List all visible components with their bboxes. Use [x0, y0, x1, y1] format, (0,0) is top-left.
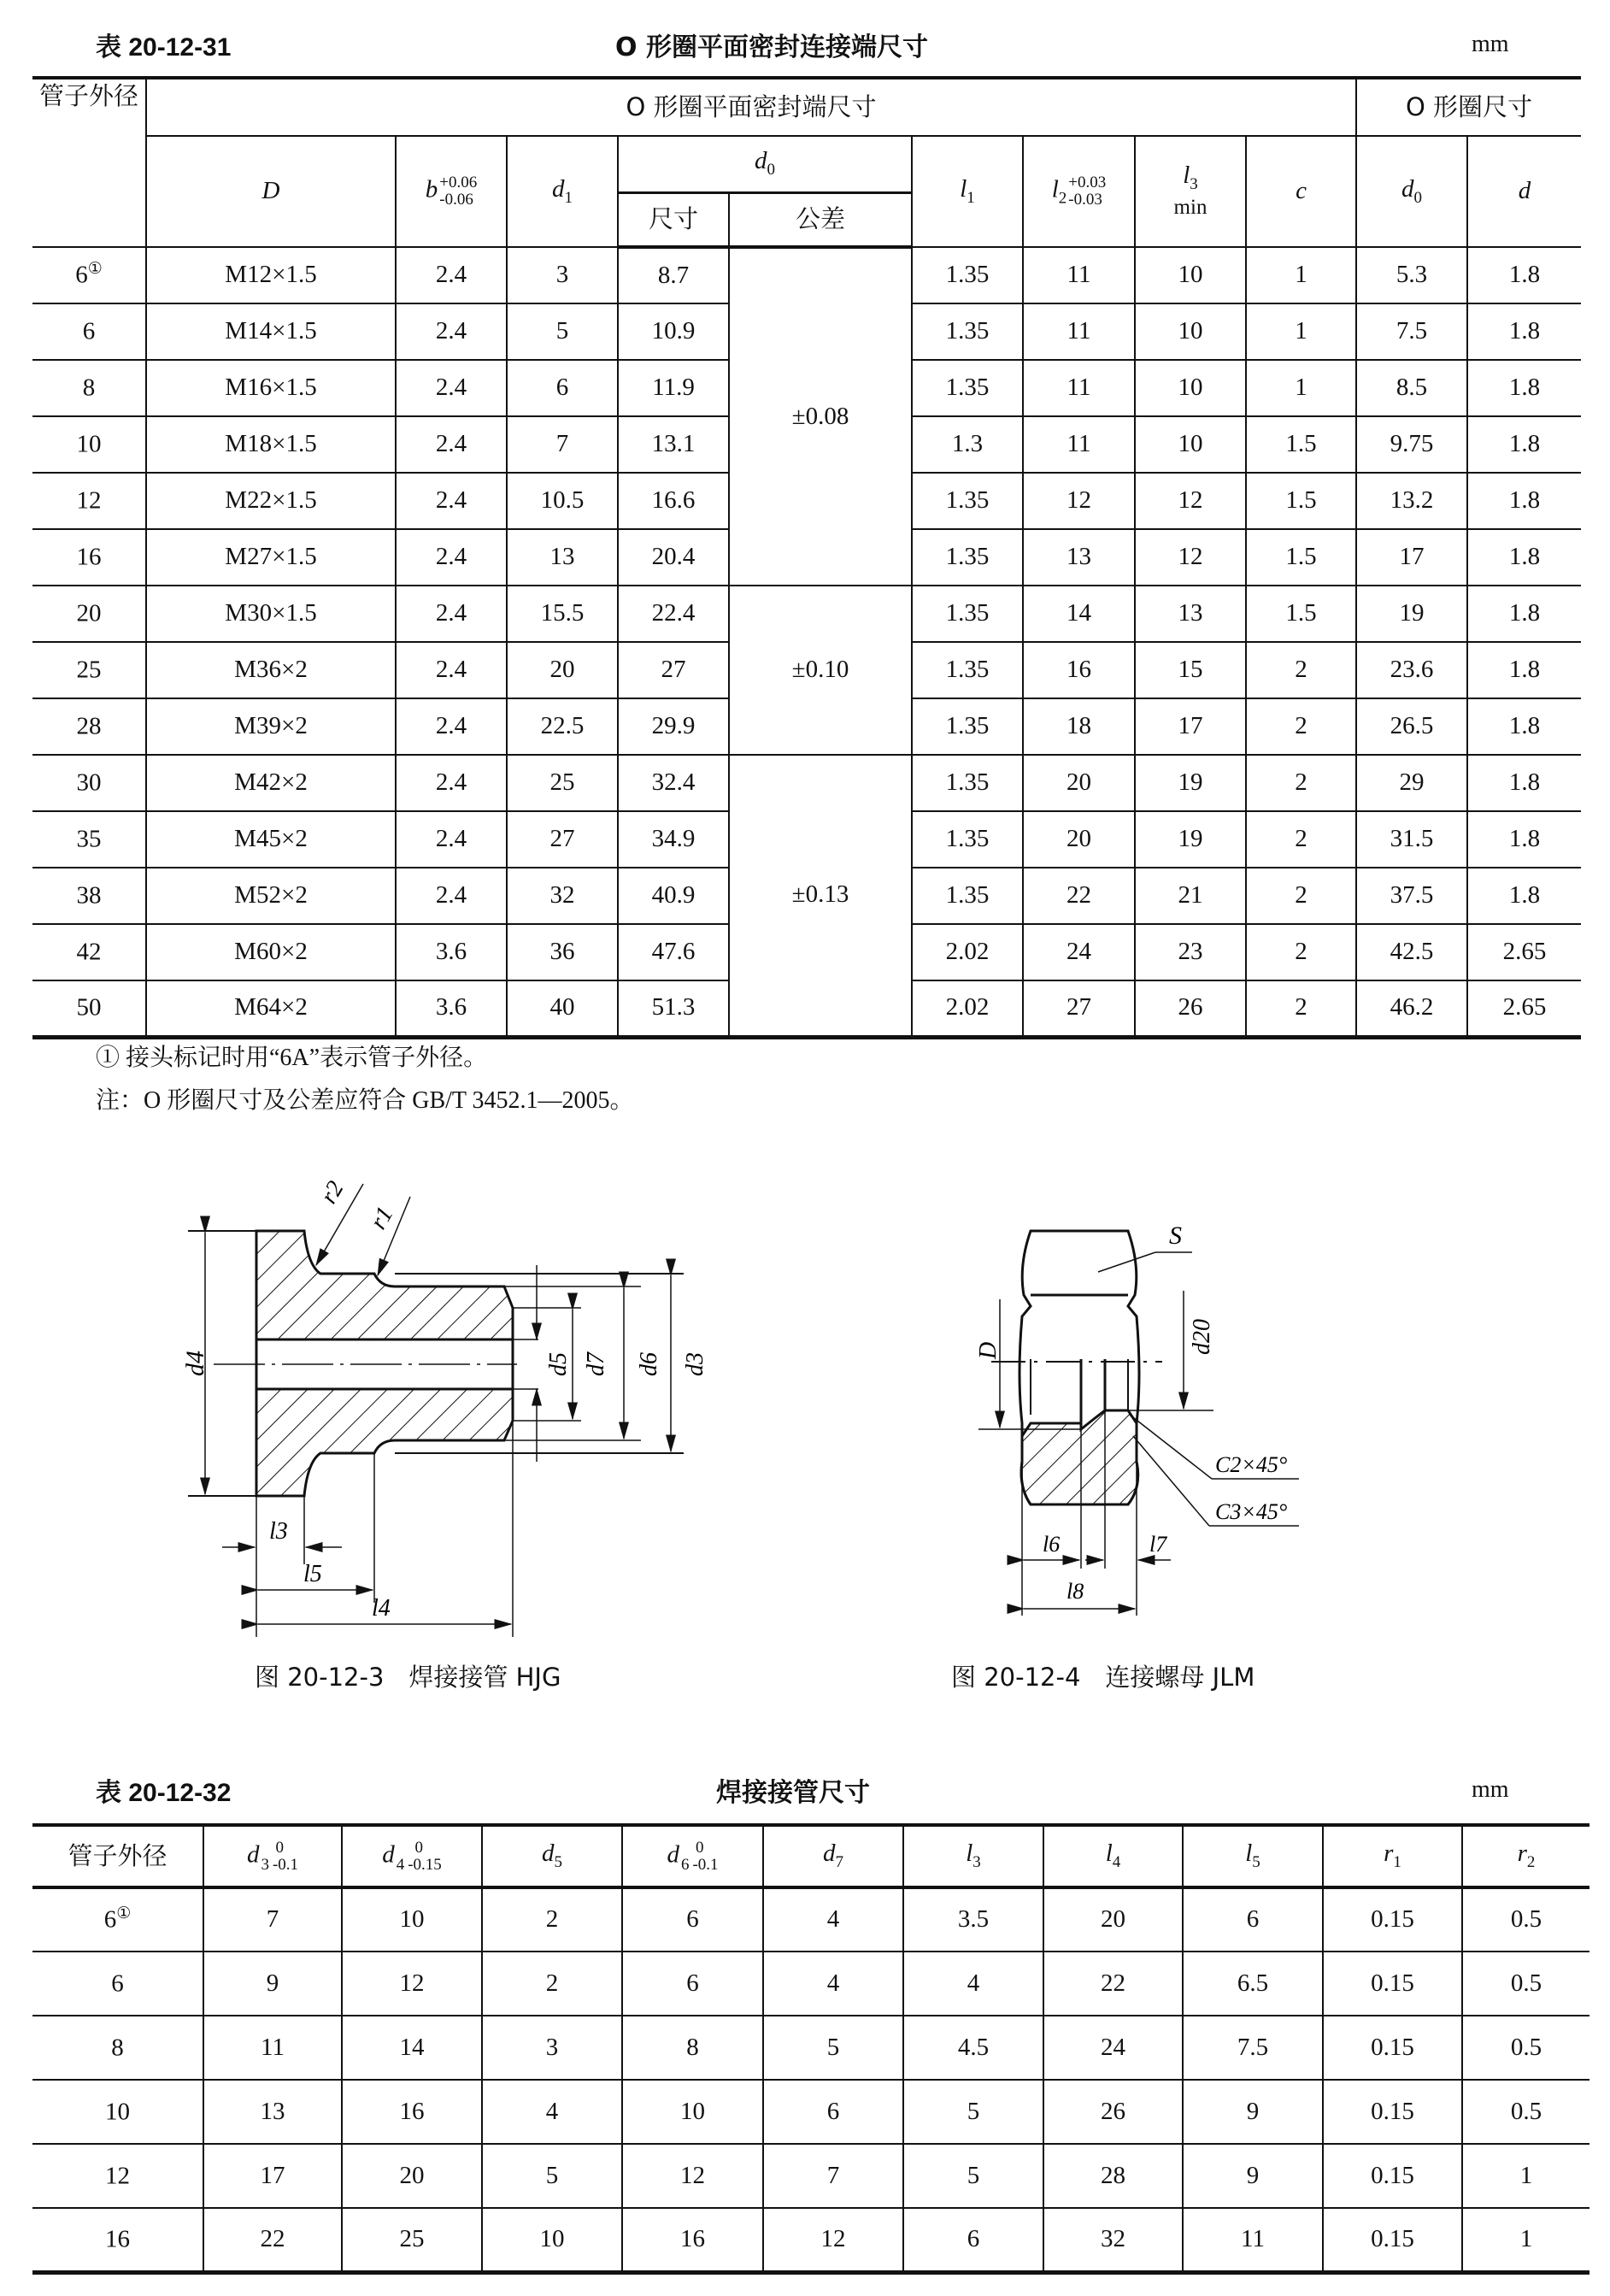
cell-d3: 17: [203, 2144, 342, 2208]
cell-l2: 20: [1023, 811, 1135, 868]
table1-note: 注：O 形圈尺寸及公差应符合 GB/T 3452.1—2005。: [96, 1087, 634, 1114]
cell-c: 1.5: [1246, 529, 1356, 586]
cell-c: 1.5: [1246, 586, 1356, 642]
label-D: D: [975, 1341, 1002, 1359]
cell-l3: 5: [903, 2144, 1043, 2208]
cell-l1: 1.35: [912, 360, 1023, 416]
cell-oring_d0: 13.2: [1356, 473, 1467, 529]
cell-d0: 32.4: [618, 755, 729, 811]
cell-d3: 9: [203, 1952, 342, 2016]
cell-oring_d0: 5.3: [1356, 247, 1467, 303]
cell-b: 2.4: [396, 642, 507, 698]
cell-D: M42×2: [146, 755, 396, 811]
cell-d1: 10.5: [507, 473, 618, 529]
header-d6: d 0 6 -0.1: [622, 1825, 763, 1887]
jlm-hatched-section: [1021, 1410, 1138, 1504]
cell-r1: 0.15: [1323, 1887, 1462, 1952]
cell-d0: 20.4: [618, 529, 729, 586]
cell-d1: 27: [507, 811, 618, 868]
table1-title: O 形圈平面密封连接端尺寸: [615, 32, 928, 62]
cell-pipe-od: 42: [32, 924, 146, 980]
header-d0: $d_0$: [618, 136, 912, 192]
cell-r1: 0.15: [1323, 2144, 1462, 2208]
table2-row: [32, 2208, 1589, 2272]
cell-pipe-od: 6: [32, 1952, 203, 2016]
cell-d4: 10: [342, 1887, 482, 1952]
table2-header-row: [32, 1825, 1589, 1887]
cell-d3: 22: [203, 2208, 342, 2272]
cell-d4: 20: [342, 2144, 482, 2208]
cell-d7: 5: [763, 2016, 903, 2080]
cell-pipe-od: 10: [32, 416, 146, 473]
cell-l4: 22: [1043, 1952, 1183, 2016]
cell-oring_d: 1.8: [1467, 360, 1581, 416]
cell-l4: 32: [1043, 2208, 1183, 2272]
cell-D: M16×1.5: [146, 360, 396, 416]
cell-l1: 2.02: [912, 924, 1023, 980]
cell-pipe-od: 12: [32, 473, 146, 529]
header-l5: $l_5$: [1183, 1825, 1323, 1887]
cell-c: 2: [1246, 868, 1356, 924]
cell-d0: 40.9: [618, 868, 729, 924]
cell-l3: 12: [1135, 473, 1246, 529]
header-oring-d: d: [1467, 136, 1581, 247]
cell-oring_d: 1.8: [1467, 642, 1581, 698]
cell-l3: 13: [1135, 586, 1246, 642]
cell-d5: 10: [482, 2208, 622, 2272]
cell-d1: 5: [507, 303, 618, 360]
cell-oring_d0: 42.5: [1356, 924, 1467, 980]
cell-d3: 13: [203, 2080, 342, 2144]
header-group-oring: O 形圈尺寸: [1356, 78, 1581, 136]
cell-d5: 5: [482, 2144, 622, 2208]
header-group-end: O 形圈平面密封端尺寸: [146, 78, 1356, 136]
cell-d0-tolerance: ±0.13: [729, 755, 912, 1037]
header-d3: d 0 3 -0.1: [203, 1825, 342, 1887]
cell-pipe-od: 6①: [32, 247, 146, 303]
cell-l1: 1.35: [912, 529, 1023, 586]
cell-d6: 8: [622, 2016, 763, 2080]
cell-pipe-od: 8: [32, 2016, 203, 2080]
cell-d4: 12: [342, 1952, 482, 2016]
cell-c: 2: [1246, 698, 1356, 755]
label-C2: C2×45°: [1215, 1452, 1288, 1477]
label-l7: l7: [1149, 1532, 1167, 1557]
cell-l3: 10: [1135, 303, 1246, 360]
cell-oring_d0: 31.5: [1356, 811, 1467, 868]
cell-D: M39×2: [146, 698, 396, 755]
header-oring-d0: $d_0$: [1356, 136, 1467, 247]
cell-d6: 16: [622, 2208, 763, 2272]
cell-oring_d: 1.8: [1467, 416, 1581, 473]
cell-c: 2: [1246, 811, 1356, 868]
cell-d1: 15.5: [507, 586, 618, 642]
cell-d0: 11.9: [618, 360, 729, 416]
table2-title: 焊接接管尺寸: [716, 1778, 870, 1808]
cell-l2: 11: [1023, 416, 1135, 473]
cell-l2: 14: [1023, 586, 1135, 642]
cell-l2: 20: [1023, 755, 1135, 811]
cell-b: 2.4: [396, 529, 507, 586]
cell-l1: 1.35: [912, 473, 1023, 529]
label-l8: l8: [1066, 1579, 1084, 1604]
cell-pipe-od: 20: [32, 586, 146, 642]
cell-oring_d0: 37.5: [1356, 868, 1467, 924]
header-l2: $l_2+0.03$ -0.03: [1023, 136, 1135, 247]
table2-unit: mm: [1472, 1776, 1509, 1803]
cell-D: M27×1.5: [146, 529, 396, 586]
cell-l1: 1.35: [912, 642, 1023, 698]
header-d0-tol: 公差: [729, 192, 912, 247]
cell-oring_d: 1.8: [1467, 529, 1581, 586]
table2-row: [32, 1887, 1589, 1952]
label-d20: d20: [1189, 1319, 1215, 1355]
cell-oring_d0: 9.75: [1356, 416, 1467, 473]
header-b: b +0.06 -0.06: [396, 136, 507, 247]
cell-d1: 3: [507, 247, 618, 303]
label-l3: l3: [269, 1518, 288, 1545]
cell-c: 2: [1246, 755, 1356, 811]
cell-pipe-od: 25: [32, 642, 146, 698]
cell-d1: 6: [507, 360, 618, 416]
cell-b: 2.4: [396, 247, 507, 303]
cell-d7: 6: [763, 2080, 903, 2144]
cell-oring_d0: 7.5: [1356, 303, 1467, 360]
cell-l2: 11: [1023, 303, 1135, 360]
table1-row: [32, 247, 1581, 303]
label-d6: d6: [636, 1352, 662, 1376]
cell-d1: 36: [507, 924, 618, 980]
cell-d3: 7: [203, 1887, 342, 1952]
cell-d5: 4: [482, 2080, 622, 2144]
cell-d6: 10: [622, 2080, 763, 2144]
cell-c: 2: [1246, 980, 1356, 1037]
cell-oring_d0: 19: [1356, 586, 1467, 642]
cell-d0: 10.9: [618, 303, 729, 360]
table2-number: 表 20-12-32: [96, 1779, 232, 1807]
cell-oring_d: 2.65: [1467, 924, 1581, 980]
cell-b: 2.4: [396, 811, 507, 868]
header-pipe_od: 管子外径: [32, 1825, 203, 1887]
cell-d0: 29.9: [618, 698, 729, 755]
cell-l2: 18: [1023, 698, 1135, 755]
cell-pipe-od: 12: [32, 2144, 203, 2208]
cell-b: 2.4: [396, 473, 507, 529]
table2-row: [32, 2144, 1589, 2208]
cell-d3: 11: [203, 2016, 342, 2080]
cell-b: 2.4: [396, 868, 507, 924]
cell-l4: 24: [1043, 2016, 1183, 2080]
cell-l2: 12: [1023, 473, 1135, 529]
cell-l1: 1.35: [912, 811, 1023, 868]
cell-D: M64×2: [146, 980, 396, 1037]
cell-l4: 20: [1043, 1887, 1183, 1952]
cell-l3: 6: [903, 2208, 1043, 2272]
label-S: S: [1169, 1222, 1182, 1250]
cell-l1: 1.35: [912, 755, 1023, 811]
cell-c: 1: [1246, 303, 1356, 360]
header-d5: $d_5$: [482, 1825, 622, 1887]
header-d1: $d_1$: [507, 136, 618, 247]
cell-oring_d: 1.8: [1467, 303, 1581, 360]
cell-l3: 3.5: [903, 1887, 1043, 1952]
table1-number: 表 20-12-31: [96, 33, 232, 62]
cell-d1: 22.5: [507, 698, 618, 755]
table1-footnote: ① 接头标记时用“6A”表示管子外径。: [96, 1045, 488, 1071]
figure-jlm-caption: 图 20-12-4 连接螺母 JLM: [951, 1663, 1255, 1692]
cell-r2: 1: [1462, 2208, 1589, 2272]
cell-r2: 0.5: [1462, 1887, 1589, 1952]
cell-l5: 9: [1183, 2144, 1323, 2208]
cell-b: 2.4: [396, 360, 507, 416]
cell-d5: 2: [482, 1952, 622, 2016]
header-l1: $l_1$: [912, 136, 1023, 247]
header-l3: $l_3$: [903, 1825, 1043, 1887]
cell-l5: 9: [1183, 2080, 1323, 2144]
cell-oring_d0: 23.6: [1356, 642, 1467, 698]
cell-oring_d: 2.65: [1467, 980, 1581, 1037]
cell-c: 2: [1246, 642, 1356, 698]
cell-pipe-od: 38: [32, 868, 146, 924]
cell-pipe-od: 30: [32, 755, 146, 811]
cell-oring_d: 1.8: [1467, 473, 1581, 529]
cell-l1: 1.3: [912, 416, 1023, 473]
cell-d0: 51.3: [618, 980, 729, 1037]
cell-oring_d: 1.8: [1467, 811, 1581, 868]
cell-d0-tolerance: ±0.10: [729, 586, 912, 755]
header-D: D: [146, 136, 396, 247]
label-l6: l6: [1043, 1532, 1061, 1557]
cell-l2: 16: [1023, 642, 1135, 698]
cell-c: 2: [1246, 924, 1356, 980]
cell-l3: 10: [1135, 360, 1246, 416]
cell-oring_d: 1.8: [1467, 698, 1581, 755]
cell-r1: 0.15: [1323, 2080, 1462, 2144]
cell-oring_d0: 26.5: [1356, 698, 1467, 755]
hjg-lower-section: [256, 1389, 513, 1496]
label-l5: l5: [303, 1561, 322, 1587]
cell-d5: 2: [482, 1887, 622, 1952]
cell-c: 1: [1246, 247, 1356, 303]
table2: [32, 1823, 1589, 2275]
cell-d0: 8.7: [618, 247, 729, 303]
cell-l2: 13: [1023, 529, 1135, 586]
cell-d1: 32: [507, 868, 618, 924]
figure-jlm-drawing: [966, 1205, 1307, 1624]
cell-D: M36×2: [146, 642, 396, 698]
label-l4: l4: [372, 1595, 391, 1622]
cell-r1: 0.15: [1323, 1952, 1462, 2016]
cell-d7: 7: [763, 2144, 903, 2208]
figure-hjg-caption: 图 20-12-3 焊接接管 HJG: [255, 1663, 561, 1692]
cell-D: M30×1.5: [146, 586, 396, 642]
cell-l3: 21: [1135, 868, 1246, 924]
cell-r1: 0.15: [1323, 2208, 1462, 2272]
table1-row: [32, 586, 1581, 642]
cell-oring_d: 1.8: [1467, 247, 1581, 303]
cell-r2: 1: [1462, 2144, 1589, 2208]
cell-d7: 12: [763, 2208, 903, 2272]
cell-pipe-od: 6①: [32, 1887, 203, 1952]
cell-l1: 1.35: [912, 247, 1023, 303]
cell-l2: 27: [1023, 980, 1135, 1037]
header-r1: $r_1$: [1323, 1825, 1462, 1887]
header-l3: $l_3$ min: [1135, 136, 1246, 247]
label-d4: d4: [181, 1351, 209, 1376]
table1-unit: mm: [1472, 31, 1509, 57]
cell-b: 2.4: [396, 416, 507, 473]
label-r2: r2: [315, 1176, 350, 1209]
cell-pipe-od: 8: [32, 360, 146, 416]
cell-d4: 25: [342, 2208, 482, 2272]
table2-row: [32, 2016, 1589, 2080]
cell-d7: 4: [763, 1887, 903, 1952]
cell-oring_d: 1.8: [1467, 868, 1581, 924]
label-r1: r1: [365, 1202, 399, 1234]
cell-oring_d0: 29: [1356, 755, 1467, 811]
cell-d0: 16.6: [618, 473, 729, 529]
cell-l5: 11: [1183, 2208, 1323, 2272]
cell-D: M60×2: [146, 924, 396, 980]
cell-l5: 6: [1183, 1887, 1323, 1952]
cell-d6: 6: [622, 1887, 763, 1952]
cell-l3: 4: [903, 1952, 1043, 2016]
cell-l2: 11: [1023, 360, 1135, 416]
cell-d0-tolerance: ±0.08: [729, 247, 912, 586]
label-C3: C3×45°: [1215, 1499, 1288, 1524]
cell-l4: 28: [1043, 2144, 1183, 2208]
cell-l1: 1.35: [912, 698, 1023, 755]
cell-oring_d0: 17: [1356, 529, 1467, 586]
header-r2: $r_2$: [1462, 1825, 1589, 1887]
cell-l3: 23: [1135, 924, 1246, 980]
cell-pipe-od: 28: [32, 698, 146, 755]
cell-oring_d: 1.8: [1467, 586, 1581, 642]
cell-oring_d: 1.8: [1467, 755, 1581, 811]
cell-pipe-od: 16: [32, 2208, 203, 2272]
cell-l3: 17: [1135, 698, 1246, 755]
cell-l5: 7.5: [1183, 2016, 1323, 2080]
cell-b: 2.4: [396, 698, 507, 755]
header-d4: d 0 4 -0.15: [342, 1825, 482, 1887]
cell-D: M45×2: [146, 811, 396, 868]
cell-pipe-od: 10: [32, 2080, 203, 2144]
header-d0-size: 尺寸: [618, 192, 729, 247]
cell-c: 1.5: [1246, 416, 1356, 473]
cell-D: M14×1.5: [146, 303, 396, 360]
cell-b: 3.6: [396, 980, 507, 1037]
cell-l3: 5: [903, 2080, 1043, 2144]
cell-oring_d0: 8.5: [1356, 360, 1467, 416]
cell-d0: 13.1: [618, 416, 729, 473]
hjg-upper-section: [256, 1231, 513, 1339]
cell-l4: 26: [1043, 2080, 1183, 2144]
cell-d1: 20: [507, 642, 618, 698]
header-c: c: [1246, 136, 1356, 247]
figure-hjg-drawing: [171, 1176, 708, 1641]
cell-d1: 7: [507, 416, 618, 473]
cell-d0: 47.6: [618, 924, 729, 980]
table1: [32, 76, 1581, 1039]
cell-l3: 12: [1135, 529, 1246, 586]
header-pipe-od: 管子外径: [32, 78, 146, 247]
cell-pipe-od: 50: [32, 980, 146, 1037]
cell-b: 2.4: [396, 755, 507, 811]
header-d7: $d_7$: [763, 1825, 903, 1887]
cell-oring_d0: 46.2: [1356, 980, 1467, 1037]
cell-l3: 26: [1135, 980, 1246, 1037]
cell-pipe-od: 35: [32, 811, 146, 868]
cell-l5: 6.5: [1183, 1952, 1323, 2016]
cell-d6: 6: [622, 1952, 763, 2016]
table2-row: [32, 1952, 1589, 2016]
cell-l1: 1.35: [912, 868, 1023, 924]
header-l4: $l_4$: [1043, 1825, 1183, 1887]
cell-r2: 0.5: [1462, 2016, 1589, 2080]
cell-d1: 25: [507, 755, 618, 811]
cell-d7: 4: [763, 1952, 903, 2016]
cell-d0: 34.9: [618, 811, 729, 868]
table2-row: [32, 2080, 1589, 2144]
cell-l3: 4.5: [903, 2016, 1043, 2080]
cell-b: 2.4: [396, 303, 507, 360]
cell-d1: 40: [507, 980, 618, 1037]
cell-D: M52×2: [146, 868, 396, 924]
cell-d1: 13: [507, 529, 618, 586]
cell-l3: 19: [1135, 755, 1246, 811]
cell-d5: 3: [482, 2016, 622, 2080]
cell-l2: 24: [1023, 924, 1135, 980]
cell-c: 1: [1246, 360, 1356, 416]
cell-D: M22×1.5: [146, 473, 396, 529]
cell-r2: 0.5: [1462, 1952, 1589, 2016]
cell-b: 2.4: [396, 586, 507, 642]
cell-d4: 16: [342, 2080, 482, 2144]
cell-pipe-od: 16: [32, 529, 146, 586]
cell-l1: 1.35: [912, 586, 1023, 642]
cell-d0: 22.4: [618, 586, 729, 642]
cell-d4: 14: [342, 2016, 482, 2080]
cell-l1: 1.35: [912, 303, 1023, 360]
cell-c: 1.5: [1246, 473, 1356, 529]
cell-d6: 12: [622, 2144, 763, 2208]
label-d3: d3: [682, 1352, 708, 1376]
cell-d0: 27: [618, 642, 729, 698]
cell-b: 3.6: [396, 924, 507, 980]
cell-r1: 0.15: [1323, 2016, 1462, 2080]
cell-D: M18×1.5: [146, 416, 396, 473]
cell-l2: 11: [1023, 247, 1135, 303]
cell-pipe-od: 6: [32, 303, 146, 360]
label-d7: d7: [583, 1352, 609, 1376]
cell-l1: 2.02: [912, 980, 1023, 1037]
cell-r2: 0.5: [1462, 2080, 1589, 2144]
cell-l3: 15: [1135, 642, 1246, 698]
cell-D: M12×1.5: [146, 247, 396, 303]
cell-l3: 10: [1135, 416, 1246, 473]
label-d5: d5: [545, 1352, 572, 1376]
table1-row: [32, 755, 1581, 811]
cell-l3: 19: [1135, 811, 1246, 868]
cell-l2: 22: [1023, 868, 1135, 924]
cell-l3: 10: [1135, 247, 1246, 303]
